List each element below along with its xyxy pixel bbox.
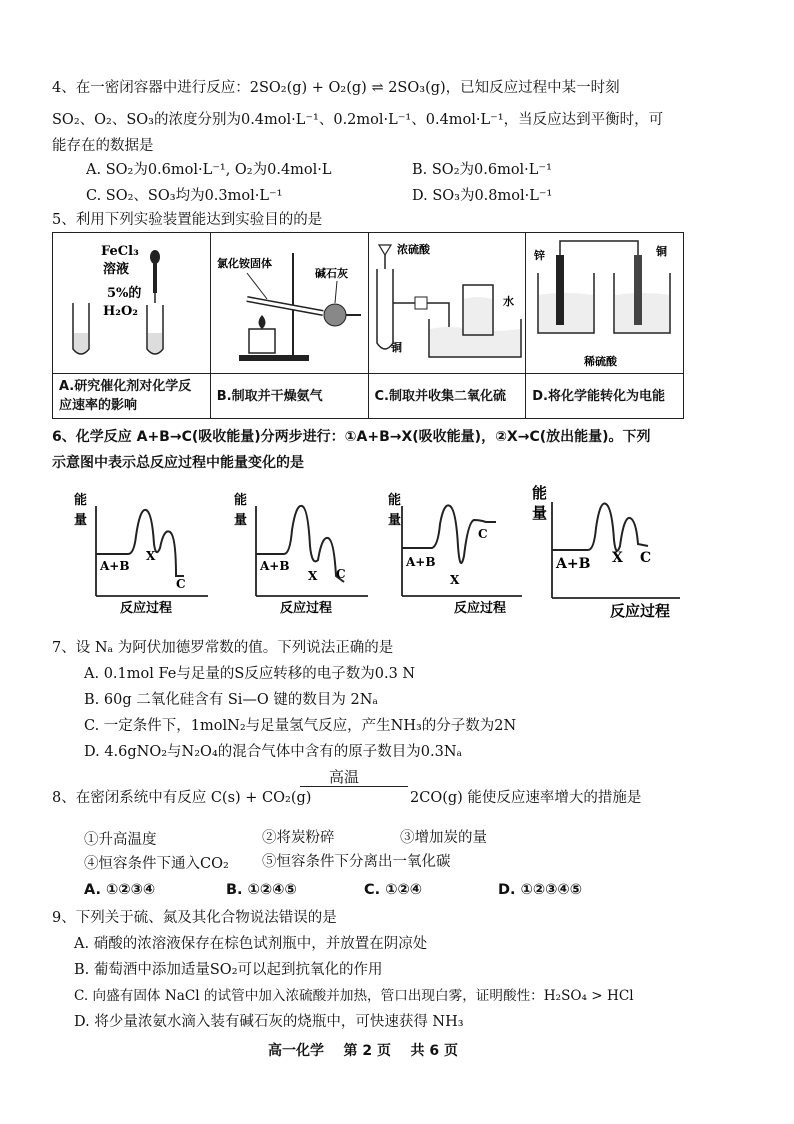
- apparatus-b-caption: B.制取并干燥氨气: [210, 374, 368, 419]
- apparatus-c-caption: C.制取并收集二氧化硫: [368, 374, 526, 419]
- graph-c-ylabel-1: 能: [388, 493, 402, 508]
- graph-a-start-label: A+B: [100, 559, 130, 573]
- d-label-acid: 稀硫酸: [584, 355, 618, 368]
- q8-measure-2: ②将炭粉碎: [262, 830, 335, 846]
- q8-measure-3: ③增加炭的量: [400, 830, 487, 846]
- graph-b-xlabel: 反应过程: [280, 601, 333, 616]
- graph-b-ylabel-1: 能: [234, 493, 248, 508]
- apparatus-b: [210, 233, 368, 374]
- q9-option-d: D. 将少量浓氨水滴入装有碱石灰的烧瓶中，可快速获得 NH₃: [74, 1014, 464, 1030]
- graph-a-xlabel: 反应过程: [120, 601, 173, 616]
- q4-stem-line1: 4、在一密闭容器中进行反应：2SO₂(g) + O₂(g) ⇌ 2SO₃(g)，已知反应过程中某一时刻: [52, 80, 620, 96]
- graph-d-ylabel-2: 量: [532, 504, 548, 522]
- graph-a-end-label: C: [176, 577, 186, 591]
- graph-d-mid-label: X: [612, 550, 623, 566]
- graph-b-ylabel-2: 量: [234, 513, 248, 528]
- q4-stem-line2: SO₂、O₂、SO₃的浓度分别为0.4mol·L⁻¹、0.2mol·L⁻¹、0.4mol·L⁻¹，当反应达到平衡时，可: [52, 112, 664, 128]
- a-label-fecl3: FeCl₃: [101, 244, 139, 259]
- q7-option-d: D. 4.6gNO₂与N₂O₄的混合气体中含有的原子数目为0.3Nₐ: [84, 744, 463, 760]
- q8-stem-post: 2CO(g) 能使反应速率增大的措施是: [410, 790, 642, 806]
- energy-graph-c: [382, 486, 532, 616]
- q9-stem: 9、下列关于硫、氮及其化合物说法错误的是: [52, 910, 337, 926]
- graph-a-mid-label: X: [146, 549, 156, 563]
- a-label-h2o2: H₂O₂: [103, 304, 138, 319]
- a-label-percent: 5%的: [107, 286, 142, 301]
- graph-d-xlabel: 反应过程: [610, 602, 671, 620]
- graph-d-curve: [552, 504, 648, 551]
- energy-graph-d: [530, 480, 690, 620]
- q7-option-c: C. 一定条件下，1molN₂与足量氢气反应，产生NH₃的分子数为2N: [84, 718, 517, 734]
- graph-d-end-label: C: [640, 550, 652, 566]
- q7-option-b: B. 60g 二氧化硅含有 Si—O 键的数目为 2Nₐ: [84, 692, 379, 708]
- graph-c-start-label: A+B: [406, 555, 436, 569]
- q8-option-b: B. ①②④⑤: [226, 882, 297, 898]
- q4-option-a: A. SO₂为0.6mol·L⁻¹, O₂为0.4mol·L: [86, 162, 332, 178]
- dropper-icon: [150, 250, 160, 303]
- q4-option-d: D. SO₃为0.8mol·L⁻¹: [412, 188, 553, 204]
- q6-stem-line1: 6、化学反应 A+B→C(吸收能量)分两步进行：①A+B→X(吸收能量)，②X→C(放出能量)。下列: [52, 429, 651, 445]
- alcohol-lamp-icon: [249, 329, 275, 353]
- q8-stem-pre: 8、在密闭系统中有反应 C(s) + CO₂(g): [52, 790, 312, 806]
- q5-stem: 5、利用下列实验装置能达到实验目的的是: [52, 212, 323, 228]
- graph-b-start-label: A+B: [260, 559, 290, 573]
- graph-b-mid-label: X: [308, 569, 318, 583]
- q7-option-a: A. 0.1mol Fe与足量的S反应转移的电子数为0.3 N: [84, 666, 416, 682]
- graph-d-start-label: A+B: [556, 556, 591, 572]
- q8-measure-5: ⑤恒容条件下分离出一氧化碳: [262, 854, 451, 870]
- apparatus-c-drawing: [369, 233, 527, 373]
- a-label-solution: 溶液: [103, 262, 130, 277]
- q4-option-c: C. SO₂、SO₃均为0.3mol·L⁻¹: [86, 188, 283, 204]
- energy-graph-b: [228, 486, 378, 616]
- apparatus-d: [526, 233, 684, 374]
- apparatus-a: [53, 233, 211, 374]
- d-label-copper: 铜: [656, 245, 668, 258]
- q8-condition: 高温: [329, 768, 360, 786]
- q4-stem-line3: 能存在的数据是: [52, 138, 154, 154]
- zinc-electrode-icon: [556, 255, 564, 325]
- c-label-acid: 浓硫酸: [396, 243, 430, 256]
- graph-c-end-label: C: [478, 527, 488, 541]
- q9-option-a: A. 硝酸的浓溶液保存在棕色试剂瓶中，并放置在阴凉处: [74, 936, 428, 952]
- q9-option-c: C. 向盛有固体 NaCl 的试管中加入浓硫酸并加热，管口出现白雾，证明酸性：H₂SO₄ > HCl: [74, 988, 634, 1004]
- q8-option-d: D. ①②③④⑤: [498, 882, 582, 898]
- q8-option-a: A. ①②③④: [84, 882, 156, 898]
- q6-stem-line2: 示意图中表示总反应过程中能量变化的是: [52, 455, 304, 471]
- graph-c-ylabel-2: 量: [388, 513, 402, 528]
- apparatus-a-drawing: [53, 233, 211, 373]
- apparatus-d-drawing: [526, 233, 684, 373]
- energy-graph-a: [68, 486, 218, 616]
- apparatus-d-caption: D.将化学能转化为电能: [526, 374, 684, 419]
- graph-c-mid-label: X: [450, 573, 460, 587]
- apparatus-a-caption: A.研究催化剂对化学反应速率的影响: [53, 374, 211, 419]
- wire-icon: [560, 241, 638, 255]
- q8-measure-4: ④恒容条件下通入CO₂: [84, 856, 229, 872]
- q8-option-c: C. ①②④: [364, 882, 423, 898]
- c-label-copper: 铜: [390, 341, 402, 354]
- funnel-icon: [379, 245, 391, 255]
- apparatus-table: [52, 232, 684, 419]
- q8-reaction-arrow: [300, 786, 408, 787]
- b-label-sodalime: 碱石灰: [314, 267, 348, 280]
- b-label-nh4cl: 氯化铵固体: [216, 257, 272, 270]
- graph-a-ylabel-2: 量: [74, 513, 88, 528]
- page-footer: 高一化学 第 2 页 共 6 页: [268, 1043, 458, 1059]
- q7-stem: 7、设 Nₐ 为阿伏加德罗常数的值。下列说法正确的是: [52, 640, 394, 656]
- graph-c-xlabel: 反应过程: [454, 601, 507, 616]
- apparatus-c: [368, 233, 526, 374]
- apparatus-b-drawing: [211, 233, 369, 373]
- d-label-zinc: 锌: [534, 249, 546, 262]
- graph-b-end-label: C: [336, 567, 346, 581]
- q8-measure-1: ①升高温度: [84, 832, 157, 848]
- q4-option-b: B. SO₂为0.6mol·L⁻¹: [412, 162, 552, 178]
- drying-tube-icon: [324, 304, 346, 326]
- reaction-tube-icon: [377, 269, 393, 349]
- q9-option-b: B. 葡萄酒中添加适量SO₂可以起到抗氧化的作用: [74, 962, 383, 978]
- graph-a-ylabel-1: 能: [74, 493, 88, 508]
- graph-d-ylabel-1: 能: [532, 484, 548, 502]
- copper-electrode-icon: [634, 255, 642, 325]
- c-label-water: 水: [502, 295, 514, 308]
